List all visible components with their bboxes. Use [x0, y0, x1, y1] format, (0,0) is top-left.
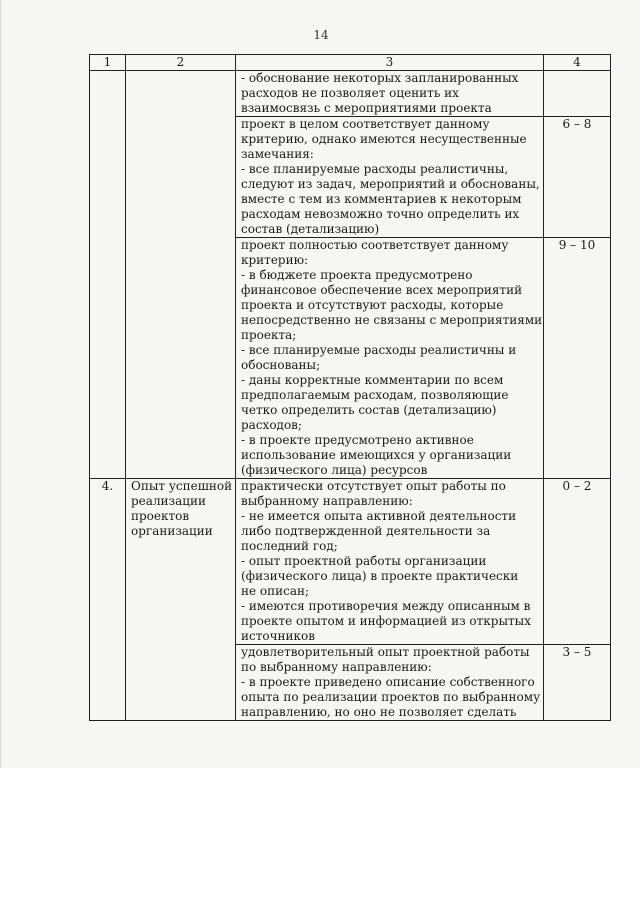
- description-line: источников: [241, 629, 315, 643]
- description-line: выбранному направлению:: [241, 494, 413, 508]
- description-line: удовлетворительный опыт проектной работы: [241, 645, 530, 659]
- description-line: либо подтвержденной деятельности за: [241, 524, 491, 538]
- header-col-4: 4: [544, 55, 611, 71]
- description-line: расходов;: [241, 418, 302, 432]
- description-line: критерию, однако имеются несущественные: [241, 132, 527, 146]
- blank-margin: [0, 768, 640, 905]
- description-line: по выбранному направлению:: [241, 660, 432, 674]
- description-line: взаимосвязь с мероприятиями проекта: [241, 101, 492, 115]
- description-line: проекта;: [241, 328, 297, 342]
- description-line: предполагаемым расходам, позволяющие: [241, 388, 509, 402]
- description-line: последний год;: [241, 539, 338, 553]
- description-line: - даны корректные комментарии по всем: [241, 373, 504, 387]
- description-line: непосредственно не связаны с мероприятиями: [241, 313, 543, 327]
- description-line: финансовое обеспечение всех мероприятий: [241, 283, 523, 297]
- score-range: 0 – 2: [544, 479, 611, 645]
- score-range: [544, 71, 611, 117]
- description-line: - опыт проектной работы организации: [241, 554, 487, 568]
- description-line: проект полностью соответствует данному: [241, 238, 509, 252]
- score-range: 6 – 8: [544, 117, 611, 238]
- evaluation-criteria-table: [89, 54, 611, 721]
- description-line: состав (детализацию): [241, 222, 380, 236]
- description-line: - обоснование некоторых запланированных: [241, 71, 519, 85]
- criterion-name-line: организации: [131, 524, 213, 538]
- description-line: направлению, но оно не позволяет сделать: [241, 705, 517, 719]
- description-line: - в проекте приведено описание собственного: [241, 675, 535, 689]
- description-line: (физического лица) ресурсов: [241, 463, 428, 477]
- table-body: [90, 71, 611, 721]
- criterion-name-line: реализации: [131, 494, 206, 508]
- criterion-number: 4.: [90, 479, 126, 721]
- description-line: проекте опытом и информацией из открытых: [241, 614, 531, 628]
- page-number: 14: [313, 28, 329, 42]
- description-line: опыта по реализации проектов по выбранному: [241, 690, 541, 704]
- score-range: 9 – 10: [544, 238, 611, 479]
- description-line: четко определить состав (детализацию): [241, 403, 497, 417]
- header-col-2: 2: [126, 55, 236, 71]
- table-header-row: [90, 55, 611, 71]
- table-row: [90, 479, 611, 645]
- header-col-3: 3: [236, 55, 544, 71]
- description-line: расходам невозможно точно определить их: [241, 207, 520, 221]
- description-line: практически отсутствует опыт работы по: [241, 479, 506, 493]
- description-line: - в проекте предусмотрено активное: [241, 433, 474, 447]
- description-line: следуют из задач, мероприятий и обоснованы,: [241, 177, 540, 191]
- criterion-description: [236, 479, 544, 645]
- criterion-name-line: Опыт успешной: [131, 479, 233, 493]
- description-line: - в бюджете проекта предусмотрено: [241, 268, 473, 282]
- description-line: не описан;: [241, 584, 310, 598]
- criterion-description: [236, 117, 544, 238]
- description-line: проект в целом соответствует данному: [241, 117, 490, 131]
- description-line: вместе с тем из комментариев к некоторым: [241, 192, 522, 206]
- description-line: замечания:: [241, 147, 314, 161]
- description-line: (физического лица) в проекте практически: [241, 569, 519, 583]
- header-col-1: 1: [90, 55, 126, 71]
- score-range: 3 – 5: [544, 645, 611, 721]
- description-line: проекта и отсутствуют расходы, которые: [241, 298, 504, 312]
- description-line: - все планируемые расходы реалистичны и: [241, 343, 517, 357]
- criterion-description: [236, 645, 544, 721]
- description-line: обоснованы;: [241, 358, 321, 372]
- criterion-name: [126, 479, 236, 721]
- criterion-description: [236, 71, 544, 117]
- description-line: использование имеющихся у организации: [241, 448, 512, 462]
- table-row: [90, 71, 611, 117]
- criterion-number: [90, 71, 126, 479]
- criterion-name: [126, 71, 236, 479]
- description-line: - все планируемые расходы реалистичны,: [241, 162, 509, 176]
- criterion-name-line: проектов: [131, 509, 190, 523]
- description-line: расходов не позволяет оценить их: [241, 86, 459, 100]
- criterion-description: [236, 238, 544, 479]
- description-line: критерию:: [241, 253, 309, 267]
- description-line: - не имеется опыта активной деятельности: [241, 509, 517, 523]
- description-line: - имеются противоречия между описанным в: [241, 599, 531, 613]
